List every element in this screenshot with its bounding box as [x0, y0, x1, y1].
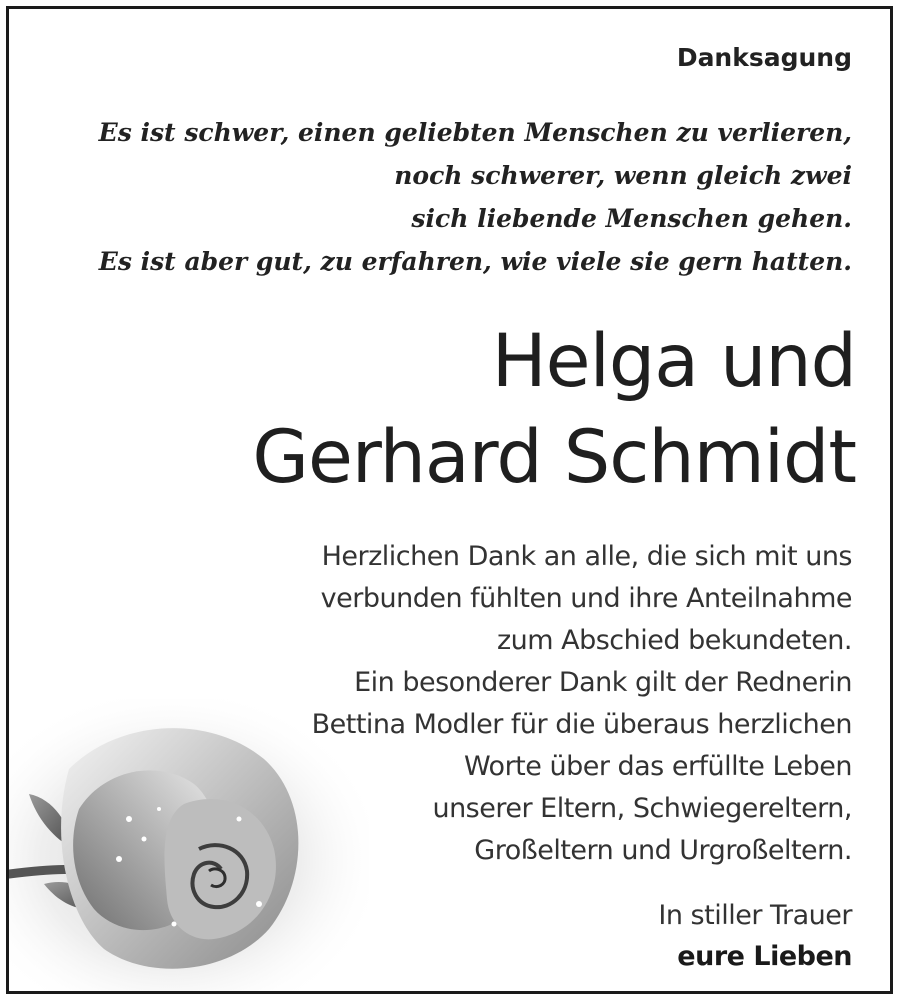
closing: [658, 895, 852, 977]
thanks-line: verbunden fühlten und ihre Anteilnahme: [320, 583, 852, 614]
obituary-notice: [6, 6, 893, 994]
poem-line: noch schwerer, wenn gleich zwei: [394, 161, 852, 190]
thanks-text: [312, 536, 852, 872]
poem-line: Es ist aber gut, zu erfahren, wie viele sie gern hatten.: [98, 247, 852, 276]
name-line: Gerhard Schmidt: [252, 415, 856, 500]
poem: [99, 111, 852, 283]
thanks-line: zum Abschied bekundeten.: [496, 625, 852, 656]
thanks-line: Ein besonderer Dank gilt der Rednerin: [354, 667, 852, 698]
thanks-line: Bettina Modler für die überaus herzlichen: [311, 709, 852, 740]
thanks-line: Worte über das erfüllte Leben: [463, 751, 852, 782]
closing-signature: eure Lieben: [677, 941, 852, 972]
closing-line: In stiller Trauer: [658, 900, 852, 931]
thanks-line: Großeltern und Urgroßeltern.: [474, 835, 852, 866]
poem-line: Es ist schwer, einen geliebten Menschen zu verlieren,: [98, 118, 852, 147]
poem-line: sich liebende Menschen gehen.: [411, 204, 852, 233]
name-line: Helga und: [491, 319, 856, 404]
deceased-names: [252, 314, 856, 506]
thanks-line: Herzlichen Dank an alle, die sich mit uns: [321, 541, 852, 572]
text-column: [52, 9, 856, 991]
notice-heading: Danksagung: [676, 43, 852, 72]
thanks-line: unserer Eltern, Schwiegereltern,: [432, 793, 852, 824]
